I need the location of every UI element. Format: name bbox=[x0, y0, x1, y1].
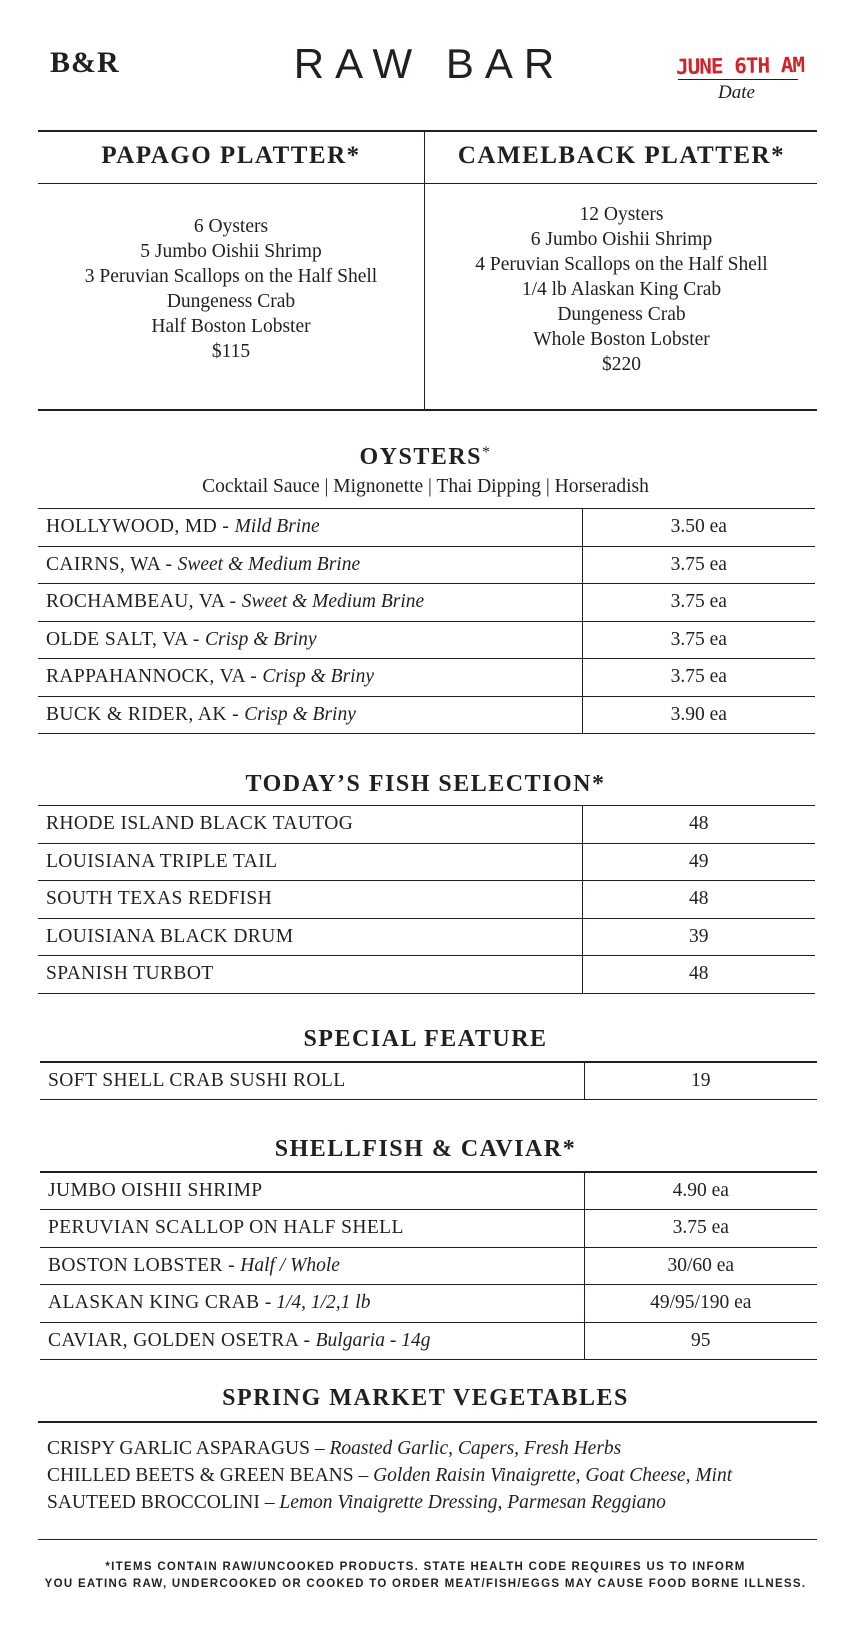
item-description: Golden Raisin Vinaigrette, Goat Cheese, Mint bbox=[373, 1465, 733, 1486]
item-name: ROCHAMBEAU, VA - bbox=[46, 591, 242, 613]
disclaimer-line: YOU EATING RAW, UNDERCOOKED OR COOKED TO ORDER MEAT/FISH/EGGS MAY CAUSE FOOD BORNE ILLNESS. bbox=[44, 1578, 807, 1590]
table-row bbox=[40, 1062, 817, 1100]
platter-list-camelback bbox=[426, 202, 817, 377]
shellfish-table bbox=[40, 1171, 817, 1360]
item-name: SAUTEED BROCCOLINI – bbox=[47, 1492, 280, 1513]
table-row bbox=[38, 696, 815, 734]
item-name: PERUVIAN SCALLOP ON HALF SHELL bbox=[48, 1217, 404, 1239]
item-price: 49 bbox=[582, 843, 815, 881]
item-name-cell bbox=[40, 1210, 584, 1248]
item-price: 19 bbox=[584, 1062, 817, 1100]
health-disclaimer bbox=[0, 1559, 851, 1593]
platter-item: 5 Jumbo Oishii Shrimp bbox=[140, 241, 322, 262]
item-price: 49/95/190 ea bbox=[584, 1285, 817, 1323]
platter-item: 1/4 lb Alaskan King Crab bbox=[521, 279, 722, 300]
item-description: Crisp & Briny bbox=[205, 628, 317, 650]
item-price: 3.50 ea bbox=[582, 509, 815, 547]
section-title-special: SPECIAL FEATURE bbox=[303, 1026, 548, 1052]
item-name-cell bbox=[38, 659, 582, 697]
item-description: Crisp & Briny bbox=[244, 703, 356, 725]
item-name: CAVIAR, GOLDEN OSETRA - bbox=[48, 1329, 316, 1351]
item-name-cell bbox=[38, 584, 582, 622]
table-row bbox=[40, 1322, 817, 1360]
table-row bbox=[40, 1210, 817, 1248]
page-title: RAW BAR bbox=[293, 40, 566, 87]
item-name-cell bbox=[38, 509, 582, 547]
oysters-table bbox=[38, 508, 815, 734]
table-row bbox=[38, 881, 815, 919]
platter-item: 12 Oysters bbox=[579, 204, 664, 225]
section-title-shellfish: SHELLFISH & CAVIAR* bbox=[274, 1136, 577, 1162]
menu-header bbox=[0, 0, 851, 130]
platters-box bbox=[38, 130, 817, 411]
table-row bbox=[38, 806, 815, 844]
item-price: 3.75 ea bbox=[582, 584, 815, 622]
item-price: 3.75 ea bbox=[582, 546, 815, 584]
item-price: 39 bbox=[582, 918, 815, 956]
item-name: SPANISH TURBOT bbox=[38, 956, 582, 994]
item-name: BUCK & RIDER, AK - bbox=[46, 703, 245, 725]
table-row bbox=[40, 1285, 817, 1323]
table-row bbox=[40, 1172, 817, 1210]
item-name-cell bbox=[38, 621, 582, 659]
item-name: CRISPY GARLIC ASPARAGUS – bbox=[47, 1438, 330, 1459]
oyster-sauces: Cocktail Sauce | Mignonette | Thai Dipping | Horseradish bbox=[202, 476, 649, 497]
item-description: Half / Whole bbox=[240, 1254, 340, 1276]
table-row bbox=[38, 584, 815, 622]
item-price: 3.75 ea bbox=[582, 621, 815, 659]
item-name-cell bbox=[40, 1285, 584, 1323]
special-table bbox=[40, 1061, 817, 1100]
section-title-oysters bbox=[0, 444, 851, 471]
platter-price: $115 bbox=[211, 341, 251, 362]
oysters-title-text: OYSTERS bbox=[359, 444, 483, 470]
item-price: 30/60 ea bbox=[584, 1247, 817, 1285]
item-description: Bulgaria - 14g bbox=[315, 1329, 431, 1351]
platter-title-papago: PAPAGO PLATTER* bbox=[101, 142, 361, 169]
item-description: - 1/4, 1/2,1 lb bbox=[264, 1292, 371, 1314]
item-name-cell bbox=[38, 696, 582, 734]
item-description: Crisp & Briny bbox=[262, 666, 374, 688]
table-row bbox=[38, 509, 815, 547]
restaurant-logo: B&R bbox=[50, 46, 120, 79]
item-description: Sweet & Medium Brine bbox=[177, 553, 361, 575]
table-row bbox=[38, 918, 815, 956]
item-price: 3.75 ea bbox=[582, 659, 815, 697]
item-price: 95 bbox=[584, 1322, 817, 1360]
list-item bbox=[47, 1489, 817, 1516]
item-name: RHODE ISLAND BLACK TAUTOG bbox=[38, 806, 582, 844]
date-label: Date bbox=[718, 82, 755, 103]
item-name: SOFT SHELL CRAB SUSHI ROLL bbox=[40, 1062, 584, 1100]
table-row bbox=[38, 659, 815, 697]
list-item bbox=[47, 1435, 817, 1462]
platters-horizontal-divider bbox=[38, 183, 817, 184]
item-name: OLDE SALT, VA - bbox=[46, 628, 205, 650]
item-price: 48 bbox=[582, 956, 815, 994]
item-description: Roasted Garlic, Capers, Fresh Herbs bbox=[329, 1438, 622, 1459]
item-name-cell bbox=[40, 1322, 584, 1360]
date-stamp: JUNE 6TH AM bbox=[675, 52, 805, 80]
platter-item: Whole Boston Lobster bbox=[533, 329, 710, 350]
item-price: 48 bbox=[582, 881, 815, 919]
item-price: 3.75 ea bbox=[584, 1210, 817, 1248]
list-item bbox=[47, 1462, 817, 1489]
item-name: BOSTON LOBSTER - bbox=[48, 1254, 241, 1276]
section-title-vegetables: SPRING MARKET VEGETABLES bbox=[222, 1385, 629, 1411]
platters-vertical-divider bbox=[424, 132, 425, 409]
platter-list-papago bbox=[38, 214, 424, 364]
item-name: HOLLYWOOD, MD - bbox=[46, 516, 235, 538]
disclaimer-line: *ITEMS CONTAIN RAW/UNCOOKED PRODUCTS. STATE HEALTH CODE REQUIRES US TO INFORM bbox=[105, 1561, 746, 1573]
platter-item: Dungeness Crab bbox=[166, 291, 296, 312]
item-name: CAIRNS, WA - bbox=[46, 553, 178, 575]
table-row bbox=[38, 956, 815, 994]
platter-price: $220 bbox=[602, 354, 641, 375]
table-row bbox=[38, 546, 815, 584]
table-row bbox=[38, 843, 815, 881]
table-row bbox=[40, 1247, 817, 1285]
platter-item: 6 Jumbo Oishii Shrimp bbox=[530, 229, 713, 250]
item-name: LOUISIANA BLACK DRUM bbox=[38, 918, 582, 956]
item-name: RAPPAHANNOCK, VA - bbox=[46, 666, 263, 688]
item-description: Lemon Vinaigrette Dressing, Parmesan Reggiano bbox=[279, 1492, 666, 1513]
item-description: Mild Brine bbox=[234, 516, 320, 538]
item-price: 3.90 ea bbox=[582, 696, 815, 734]
platter-title-camelback: CAMELBACK PLATTER* bbox=[457, 142, 786, 169]
platter-item: 3 Peruvian Scallops on the Half Shell bbox=[84, 266, 378, 287]
oysters-asterisk: * bbox=[482, 444, 492, 461]
item-price: 4.90 ea bbox=[584, 1172, 817, 1210]
platter-item: 6 Oysters bbox=[193, 216, 269, 237]
fish-table bbox=[38, 805, 815, 994]
platter-item: 4 Peruvian Scallops on the Half Shell bbox=[475, 254, 768, 275]
platter-item: Dungeness Crab bbox=[557, 304, 686, 325]
item-name-cell bbox=[40, 1172, 584, 1210]
item-name: JUMBO OISHII SHRIMP bbox=[48, 1180, 263, 1201]
item-name-cell bbox=[38, 546, 582, 584]
item-name: SOUTH TEXAS REDFISH bbox=[38, 881, 582, 919]
item-name: LOUISIANA TRIPLE TAIL bbox=[38, 843, 582, 881]
item-name-cell bbox=[40, 1247, 584, 1285]
section-title-fish: TODAY’S FISH SELECTION* bbox=[245, 771, 606, 797]
platter-item: Half Boston Lobster bbox=[151, 316, 311, 337]
item-name: ALASKAN KING CRAB bbox=[48, 1292, 265, 1314]
item-name: CHILLED BEETS & GREEN BEANS – bbox=[47, 1465, 374, 1486]
item-description: Sweet & Medium Brine bbox=[241, 591, 425, 613]
date-underline bbox=[678, 79, 798, 80]
table-row bbox=[38, 621, 815, 659]
item-price: 48 bbox=[582, 806, 815, 844]
vegetables-list bbox=[38, 1421, 817, 1540]
